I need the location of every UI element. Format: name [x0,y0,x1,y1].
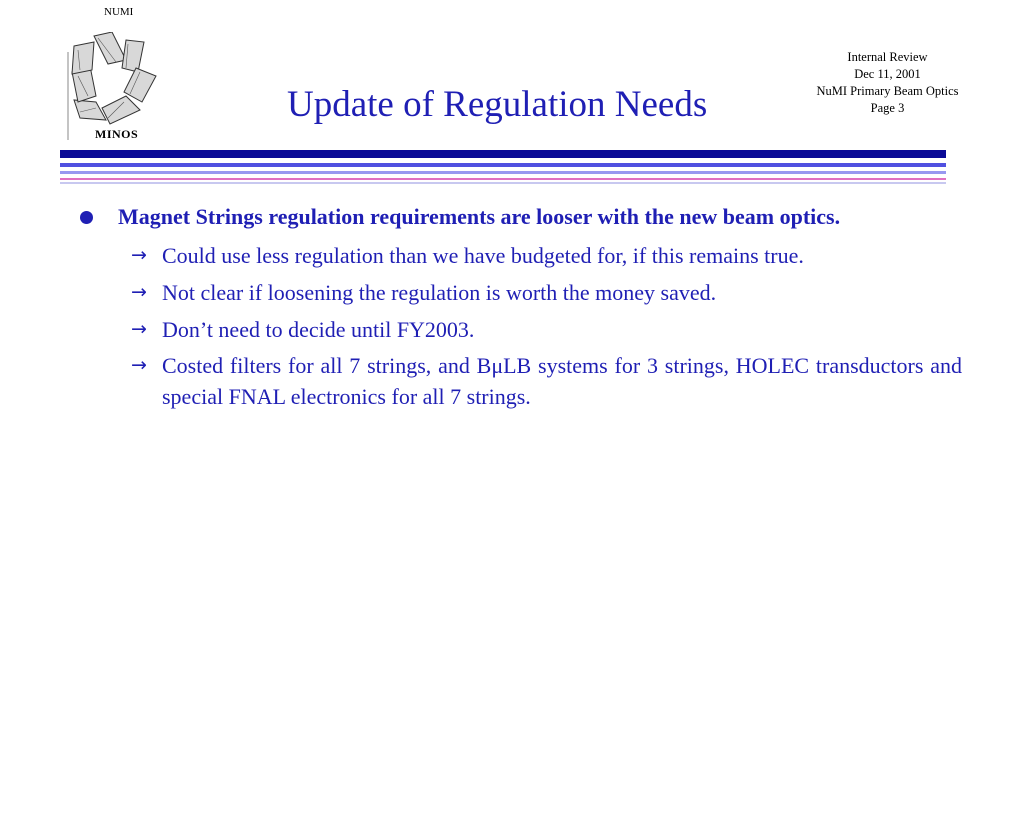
sub-bullet-text: Could use less regulation than we have budgeted for, if this remains true. [162,243,804,268]
meta-review: Internal Review [847,50,928,64]
arrow-right-icon: → [131,318,147,340]
bullet-dot-icon [80,211,93,224]
arrow-right-icon: → [131,244,147,266]
meta-topic: NuMI Primary Beam Optics [816,84,959,98]
header-rule-3 [60,171,946,174]
arrow-right-icon: → [131,354,147,376]
header-rule-thick [60,150,946,158]
header-rule-accent [60,178,946,180]
arrow-right-icon: → [131,281,147,303]
sub-bullet [131,314,962,345]
sub-bullet-text: Costed filters for all 7 strings, and BμLB systems for 3 strings, HOLEC transductors and special FNAL electronics for all 7 strings. [162,353,962,409]
slide-meta [800,49,975,117]
org-label: NUMI [104,6,134,18]
sub-bullet-text: Don’t need to decide until FY2003. [162,317,475,342]
meta-page: Page 3 [870,101,905,115]
slide-title: Update of Regulation Needs [287,84,708,125]
main-bullet: Magnet Strings regulation requirements are looser with the new beam optics. [118,204,841,229]
sub-bullet [131,240,962,271]
meta-date: Dec 11, 2001 [854,67,921,81]
sub-bullet [131,350,962,412]
header-rule-5 [60,182,946,184]
logo-text: MINOS [95,127,139,141]
header-rule-2 [60,163,946,167]
sub-bullet [131,277,962,308]
sub-bullet-text: Not clear if loosening the regulation is worth the money saved. [162,280,717,305]
